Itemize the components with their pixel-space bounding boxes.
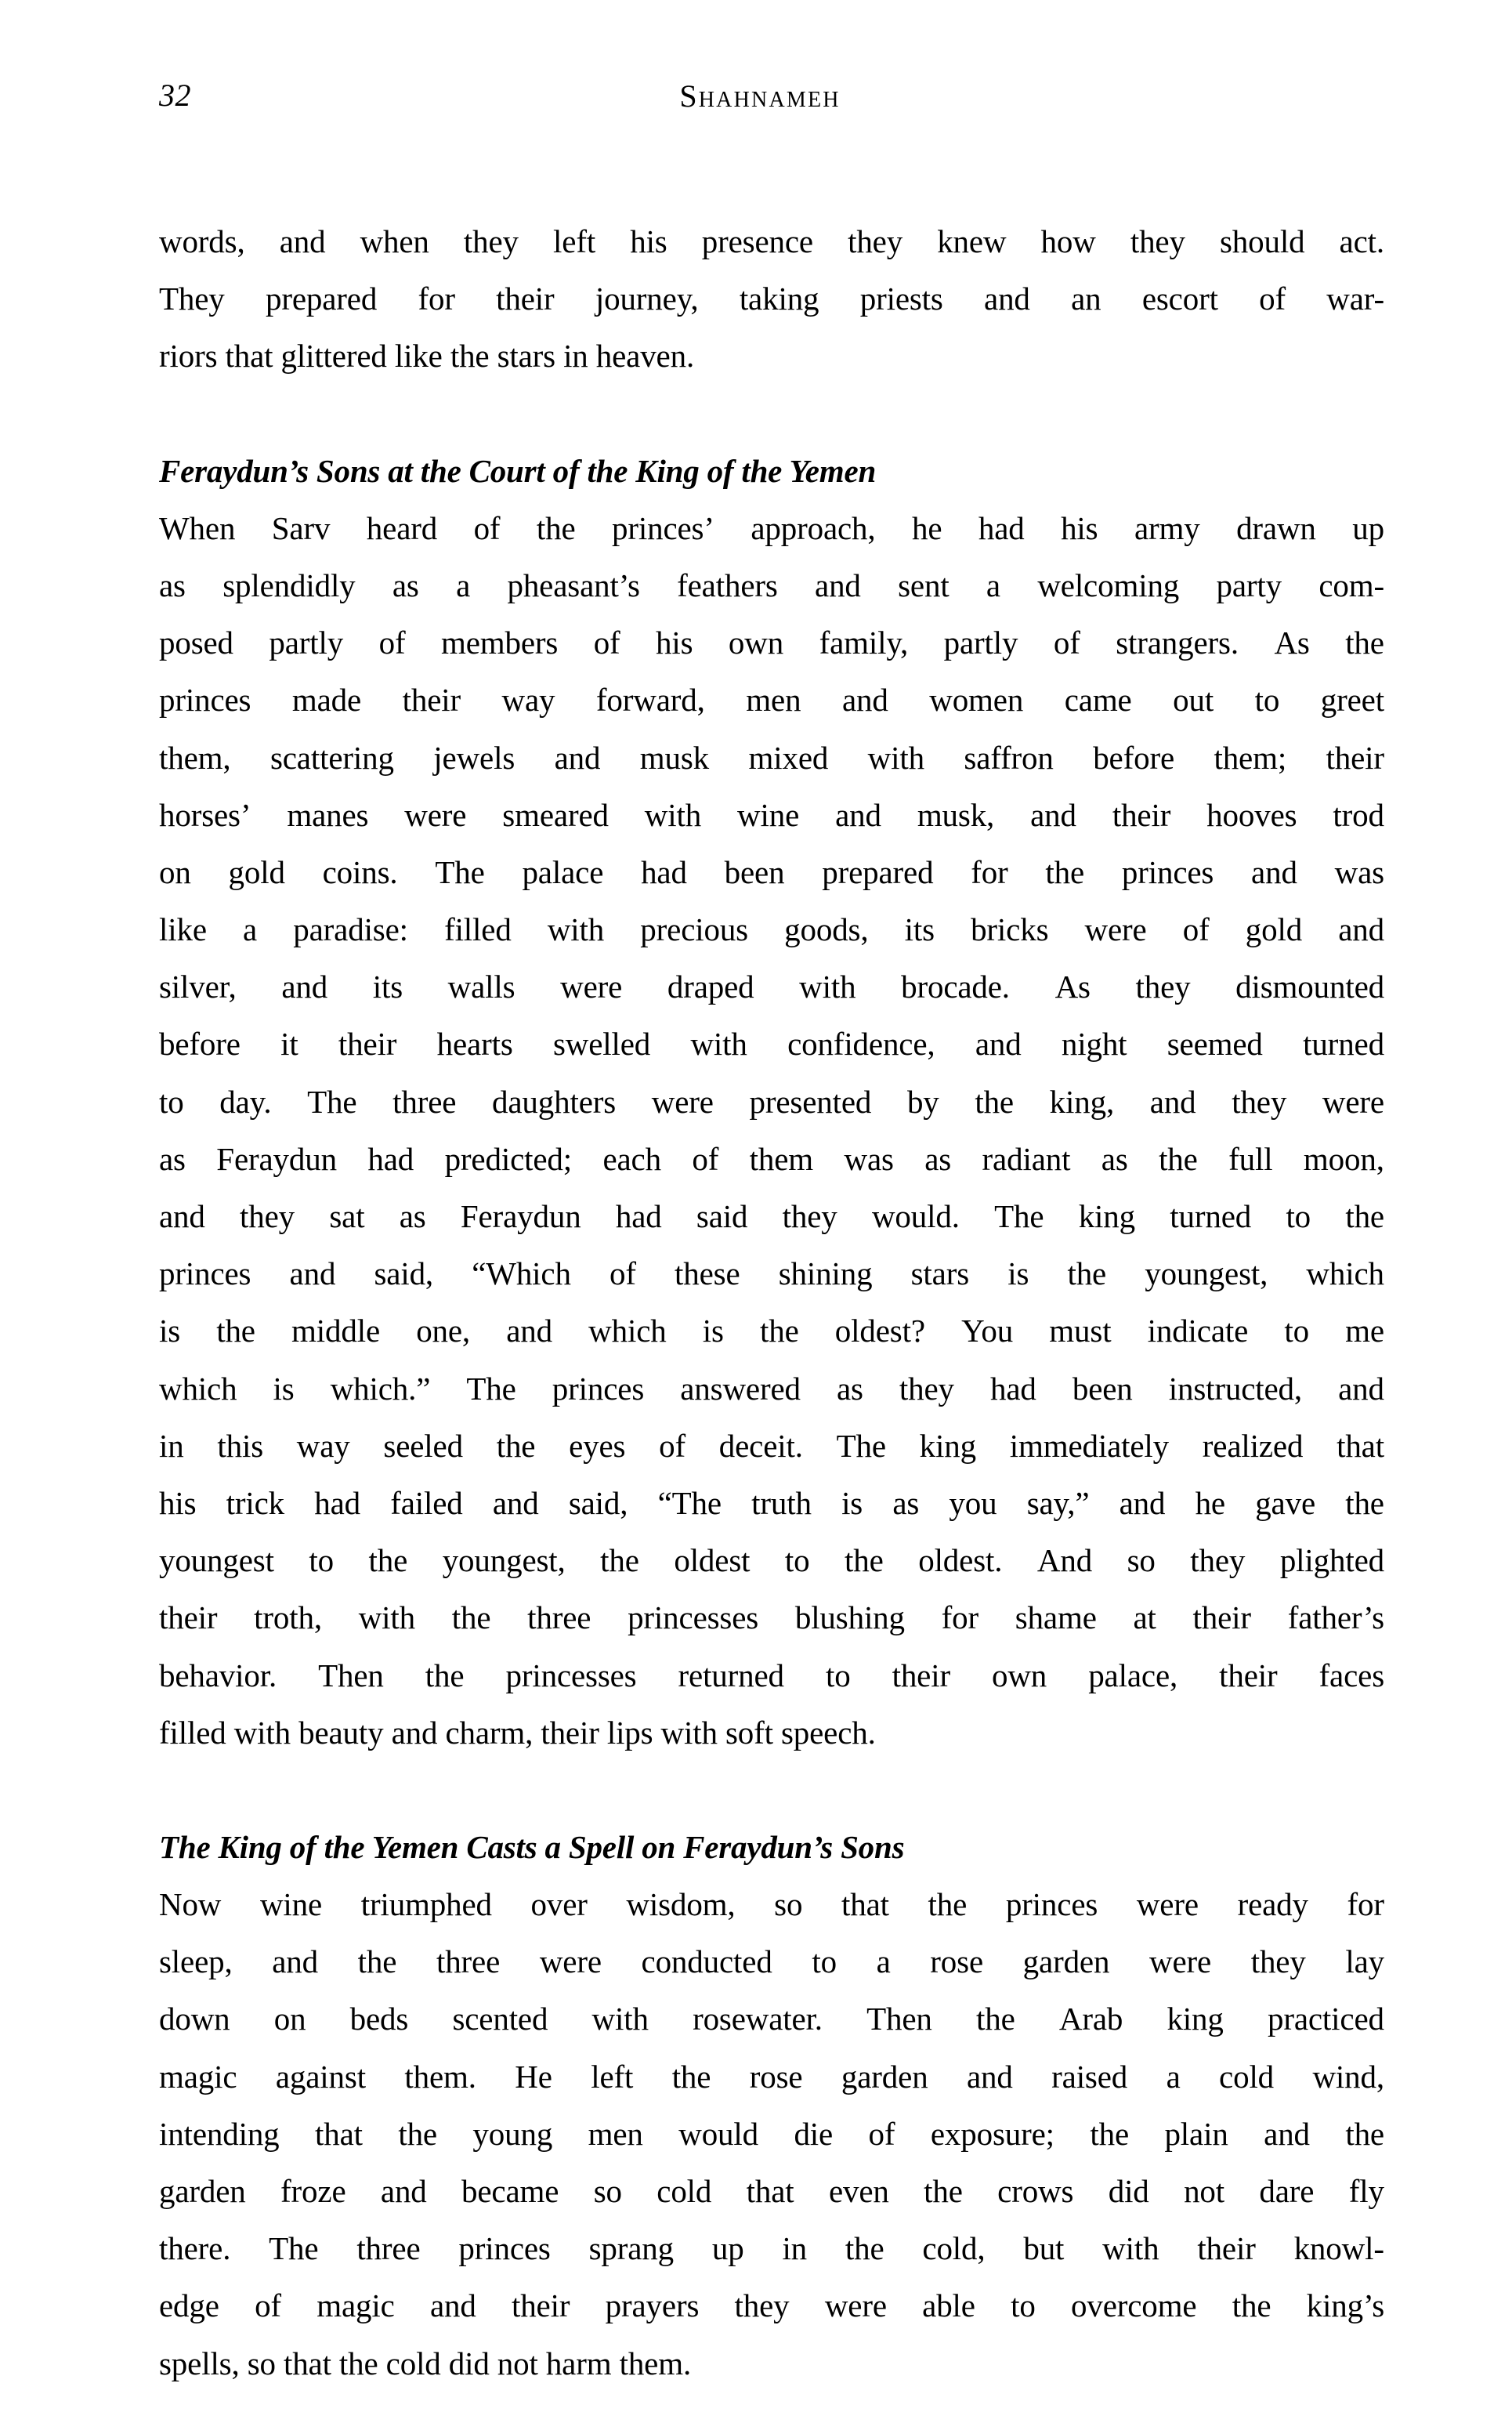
paragraph-2 [159, 500, 1384, 1762]
text-line: garden froze and became so cold that even the crows did not dare fly [159, 2173, 1384, 2210]
text-line: edge of magic and their prayers they were able to overcome the king’s [159, 2287, 1384, 2324]
text-line: their troth, with the three princesses blushing for shame at their father’s [159, 1599, 1384, 1636]
running-header [159, 75, 1383, 122]
text-line: princes made their way forward, men and women came out to greet [159, 682, 1384, 719]
text-line: filled with beauty and charm, their lips with soft speech. [159, 1714, 876, 1751]
text-line: in this way seeled the eyes of deceit. The king immediately realized that [159, 1427, 1384, 1464]
running-title: Shahnameh [679, 78, 841, 114]
text-line: posed partly of members of his own family, partly of strangers. As the [159, 625, 1384, 661]
page-number: 32 [159, 78, 191, 113]
text-line: behavior. Then the princesses returned to their own palace, their faces [159, 1657, 1384, 1693]
text-line: magic against them. He left the rose garden and raised a cold wind, [159, 2058, 1384, 2095]
text-line: on gold coins. The palace had been prepared for the princes and was [159, 853, 1384, 890]
text-line: is the middle one, and which is the oldest? You must indicate to me [159, 1313, 1384, 1349]
text-line: silver, and its walls were draped with brocade. As they dismounted [159, 969, 1384, 1005]
paragraph-3 [159, 1876, 1384, 2392]
text-line: as Feraydun had predicted; each of them was as radiant as the full moon, [159, 1140, 1384, 1177]
text-line: there. The three princes sprang up in the cold, but with their knowl- [159, 2230, 1384, 2267]
section-spacer [159, 1762, 1384, 1819]
text-line: words, and when they left his presence they knew how they should act. [159, 223, 1384, 259]
section-heading-1: Feraydun’s Sons at the Court of the King of the Yemen [159, 452, 877, 489]
text-line: as splendidly as a pheasant’s feathers and sent a welcoming party com- [159, 567, 1384, 603]
text-line: like a paradise: filled with precious goods, its bricks were of gold and [159, 911, 1384, 948]
text-line: When Sarv heard of the princes’ approach, he had his army drawn up [159, 509, 1384, 546]
text-line: horses’ manes were smeared with wine and musk, and their hooves trod [159, 796, 1384, 833]
text-line: down on beds scented with rosewater. Then the Arab king practiced [159, 2001, 1384, 2037]
text-line: before it their hearts swelled with confidence, and night seemed turned [159, 1026, 1384, 1063]
text-line: his trick had failed and said, “The truth is as you say,” and he gave the [159, 1484, 1384, 1521]
text-line: riors that glittered like the stars in heaven. [159, 338, 695, 375]
text-line: which is which.” The princes answered as they had been instructed, and [159, 1370, 1384, 1407]
text-line: sleep, and the three were conducted to a rose garden were they lay [159, 1943, 1384, 1980]
text-line: youngest to the youngest, the oldest to the oldest. And so they plighted [159, 1542, 1384, 1579]
page-text-block [159, 213, 1384, 2392]
text-line: and they sat as Feraydun had said they would. The king turned to the [159, 1198, 1384, 1235]
text-line: princes and said, “Which of these shining stars is the youngest, which [159, 1255, 1384, 1292]
text-line: to day. The three daughters were presented by the king, and they were [159, 1083, 1384, 1120]
text-line: them, scattering jewels and musk mixed with saffron before them; their [159, 739, 1384, 776]
text-line: They prepared for their journey, taking priests and an escort of war- [159, 281, 1384, 317]
paragraph-spacer [159, 386, 1384, 443]
paragraph-1 [159, 213, 1384, 386]
text-line: intending that the young men would die of exposure; the plain and the [159, 2115, 1384, 2152]
text-line: Now wine triumphed over wisdom, so that the princes were ready for [159, 1886, 1384, 1923]
text-line: spells, so that the cold did not harm them. [159, 2345, 692, 2381]
section-heading-2: The King of the Yemen Casts a Spell on Feraydun’s Sons [159, 1828, 905, 1865]
